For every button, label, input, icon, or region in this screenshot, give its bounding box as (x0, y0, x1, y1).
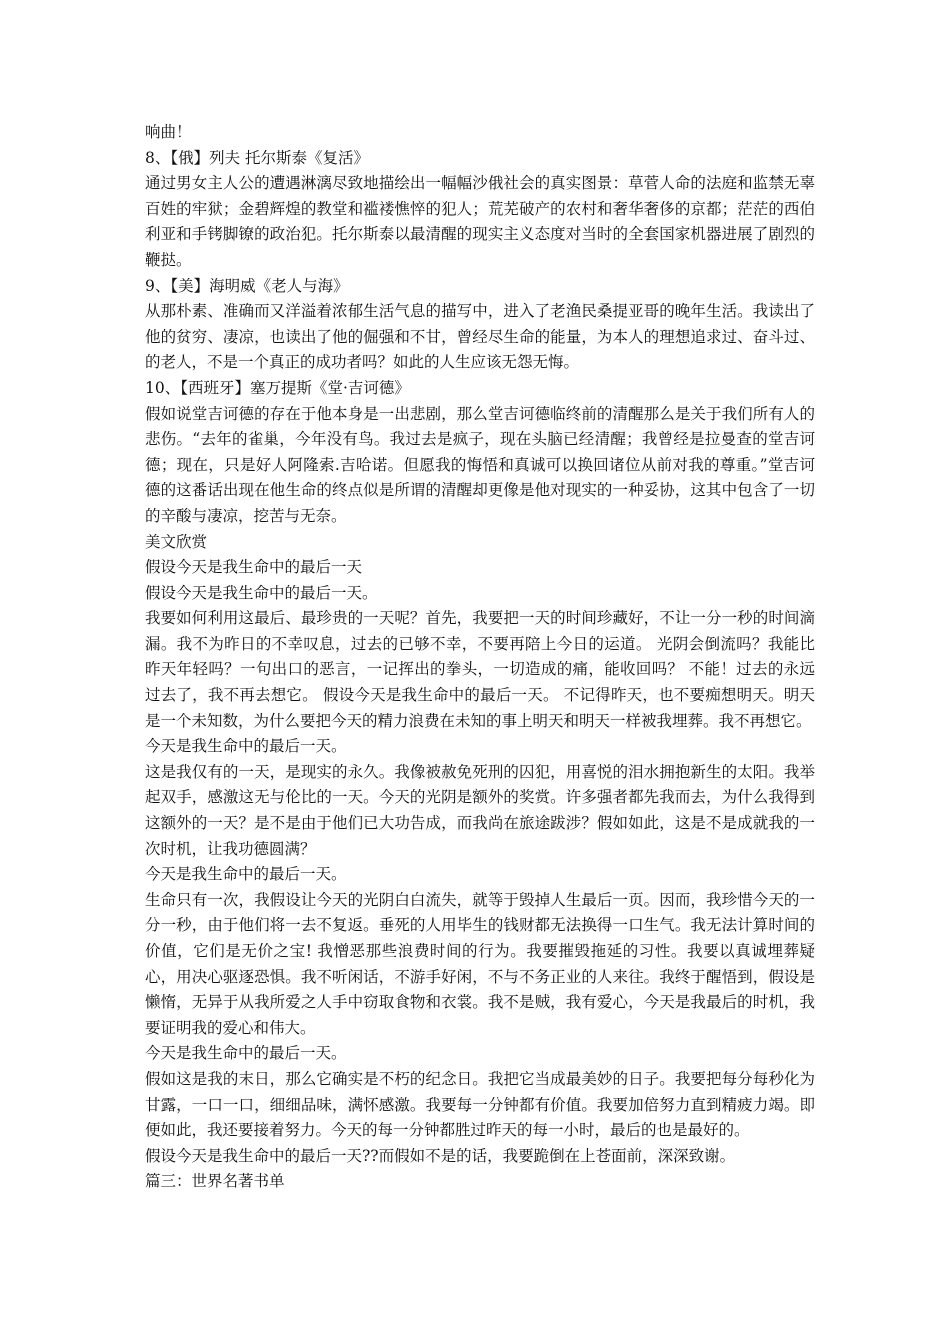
paragraph-symphony-end: 响曲！ (145, 123, 192, 141)
essay-title: 假设今天是我生命中的最后一天 (145, 558, 363, 577)
paragraph-resurrection-review: 通过男女主人公的遭遇淋漓尽致地描绘出一幅幅沙俄社会的真实图景：草菅人命的法庭和监禁无辜百姓的牢狱；金碧辉煌的教堂和褴褛憔悴的犯人；荒芜破产的农村和奢华奢侈的京都；茫茫的西伯利亚和手铐脚镣的政治犯。托尔斯泰以最清醒的现实主义态度对当时的全套国家机器进展了剧烈的鞭挞。 (145, 174, 815, 269)
essay-refrain-3: 今天是我生命中的最后一天。 (145, 1044, 347, 1063)
essay-refrain-1: 今天是我生命中的最后一天。 (145, 737, 347, 756)
heading-book-10-don-quixote: 10、【西班牙】塞万提斯《堂·吉诃德》 (145, 378, 410, 397)
section-heading-essay-appreciation: 美文欣赏 (145, 532, 208, 551)
essay-refrain-2: 今天是我生命中的最后一天。 (145, 865, 347, 884)
essay-opening-line: 假设今天是我生命中的最后一天。 (145, 583, 378, 602)
paragraph-don-quixote-review: 假如说堂吉诃德的存在于他本身是一出悲剧，那么堂吉诃德临终前的清醒那么是关于我们所有人的悲伤。“去年的雀巢，今年没有鸟。我过去是疯子，现在头脑已经清醒；我曾经是拉曼查的堂吉诃德；现在，只是好人阿隆索.吉哈诺。但愿我的悔悟和真诚可以换回诸位从前对我的尊重。”堂吉诃德的这番话出现在他生命的终点似是所谓的清醒却更像是他对现实的一种妥协，这其中包含了一切的辛酸与凄凉，挖苦与无奈。 (145, 404, 815, 525)
essay-paragraph-1: 我要如何利用这最后、最珍贵的一天呢？首先，我要把一天的时间珍藏好，不让一分一秒的时间滴漏。我不为昨日的不幸叹息，过去的已够不幸，不要再陪上今日的运道。 光阴会倒流吗？我能比昨天年轻吗？一句出口的恶言，一记挥出的拳头，一切造成的痛，能收回吗？ 不能！过去的永远过去了，我不再去想它。 假设今天是我生命中的最后一天。 不记得昨天，也不要痴想明天。明天是一个未知数，为什么要把今天的精力浪费在未知的事上明天和明天一样被我埋葬。我不再想它。 (145, 609, 815, 730)
section-heading-part-three: 篇三：世界名著书单 (145, 1172, 285, 1191)
heading-book-8-resurrection: 8、【俄】列夫 托尔斯泰《复活》 (145, 148, 370, 167)
document-body (145, 120, 815, 1195)
heading-book-9-old-man-and-sea: 9、【美】海明威《老人与海》 (145, 276, 349, 295)
essay-paragraph-3: 生命只有一次，我假设让今天的光阴白白流失，就等于毁掉人生最后一页。因而，我珍惜今天的一分一秒，由于他们将一去不复返。垂死的人用毕生的钱财都无法换得一口生气。我无法计算时间的价值，它们是无价之宝! 我憎恶那些浪费时间的行为。我要摧毁拖延的习性。我要以真诚埋葬疑心，用决心驱逐恐惧。我不听闲话，不游手好闲，不与不务正业的人来往。我终于醒悟到，假设是懒惰，无异于从我所爱之人手中窃取食物和衣裳。我不是贼，我有爱心，今天是我最后的时机，我要证明我的爱心和伟大。 (145, 890, 815, 1037)
essay-paragraph-2: 这是我仅有的一天，是现实的永久。我像被赦免死刑的囚犯，用喜悦的泪水拥抱新生的太阳。我举起双手，感激这无与伦比的一天。今天的光阴是额外的奖赏。许多强者都先我而去，为什么我得到这额外的一天？是不是由于他们已大功告成，而我尚在旅途跋涉？假如如此，这是不是成就我的一次时机，让我功德圆满？ (145, 762, 815, 858)
essay-closing-line: 假设今天是我生命中的最后一天??而假如不是的话，我要跪倒在上苍面前，深深致谢。 (145, 1146, 736, 1165)
essay-paragraph-4: 假如这是我的末日，那么它确实是不朽的纪念日。我把它当成最美妙的日子。我要把每分每秒化为甘露，一口一口，细细品味，满怀感激。我要每一分钟都有价值。我要加倍努力直到精疲力竭。即便如此，我还要接着努力。今天的每一分钟都胜过昨天的每一小时，最后的也是最好的。 (145, 1069, 815, 1140)
paragraph-old-man-review: 从那朴素、准确而又洋溢着浓郁生活气息的描写中，进入了老渔民桑提亚哥的晚年生活。我读出了他的贫穷、凄凉，也读出了他的倔强和不甘，曾经尽生命的能量，为本人的理想追求过、奋斗过、的老人，不是一个真正的成功者吗？如此的人生应该无怨无悔。 (145, 302, 815, 372)
